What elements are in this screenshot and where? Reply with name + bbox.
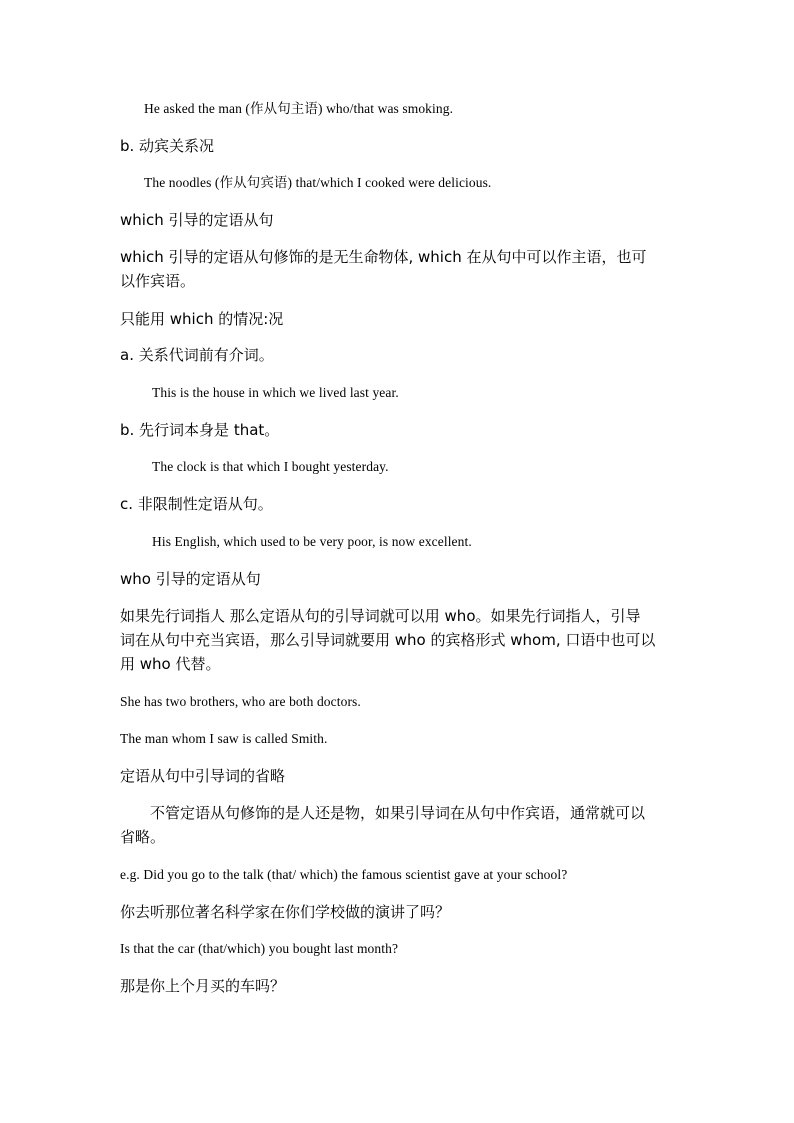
section-heading-b-object: b. 动宾关系况 [120, 137, 215, 155]
item-a-preposition: a. 关系代词前有介词。 [120, 346, 274, 364]
heading-omission: 定语从句中引导词的省略 [120, 767, 286, 785]
translation-talk: 你去听那位著名科学家在你们学校做的演讲了吗？ [120, 903, 451, 921]
example-sentence-clock: The clock is that which I bought yesterday. [152, 459, 389, 474]
paragraph-who-line-3: 用 who 代替。 [120, 655, 221, 673]
paragraph-who-line-2: 词在从句中充当宾语，那么引导词就要用 who 的宾格形式 whom, 口语中也可以 [120, 631, 656, 649]
paragraph-omission-line-1: 不管定语从句修饰的是人还是物，如果引导词在从句中作宾语，通常就可以 [150, 804, 646, 822]
heading-only-which: 只能用 which 的情况:况 [120, 310, 284, 328]
paragraph-omission-line-2: 省略。 [120, 828, 166, 846]
example-sentence-english: His English, which used to be very poor, is now excellent. [152, 534, 472, 549]
example-sentence-car: Is that the car (that/which) you bought last month? [120, 941, 399, 956]
item-c-nonrestrictive: c. 非限制性定语从句。 [120, 495, 273, 513]
example-sentence-smoking: He asked the man (作从句主语) who/that was smoking. [144, 101, 454, 116]
example-sentence-talk: e.g. Did you go to the talk (that/ which) the famous scientist gave at your school? [120, 867, 568, 882]
example-sentence-house: This is the house in which we lived last year. [152, 385, 399, 400]
example-sentence-noodles: The noodles (作从句宾语) that/which I cooked were delicious. [144, 175, 492, 190]
heading-which-clause: which 引导的定语从句 [120, 211, 274, 229]
example-sentence-brothers: She has two brothers, who are both doctors. [120, 694, 361, 709]
item-b-antecedent-that: b. 先行词本身是 that。 [120, 421, 280, 439]
example-sentence-smith: The man whom I saw is called Smith. [120, 731, 328, 746]
heading-who-clause: who 引导的定语从句 [120, 570, 261, 588]
paragraph-which-line-1: which 引导的定语从句修饰的是无生命物体, which 在从句中可以作主语，也可 [120, 248, 647, 266]
paragraph-which-line-2: 以作宾语。 [120, 272, 196, 290]
paragraph-who-line-1: 如果先行词指人 那么定语从句的引导词就可以用 who。如果先行词指人，引导 [120, 607, 641, 625]
translation-car: 那是你上个月买的车吗？ [120, 977, 286, 995]
